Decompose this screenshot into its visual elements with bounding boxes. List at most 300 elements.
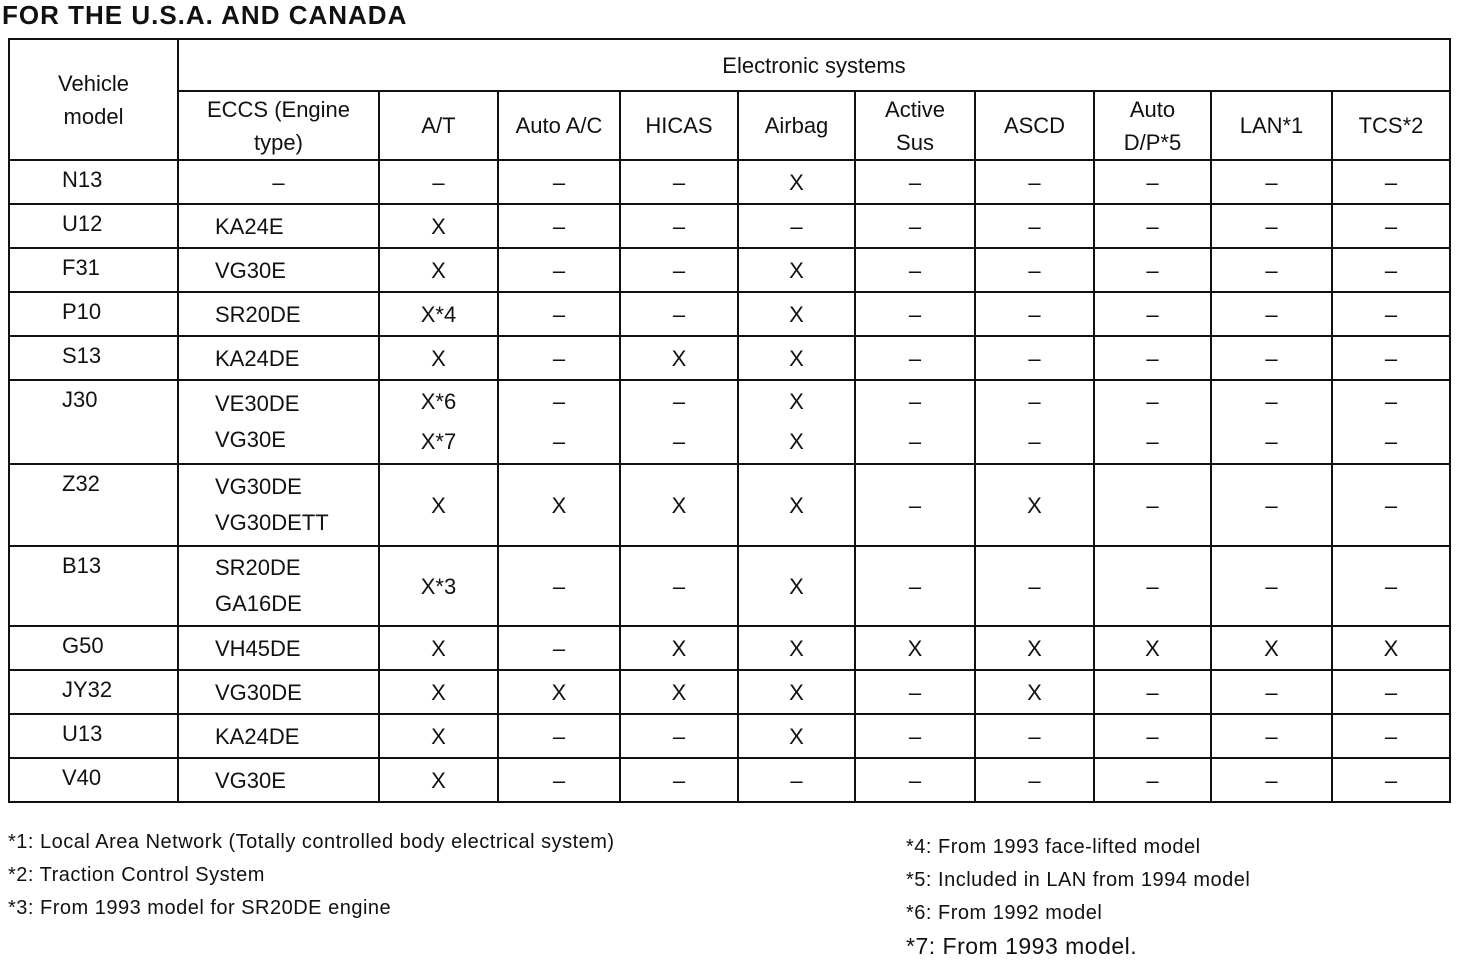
system-mark: – <box>1146 301 1159 327</box>
system-cell <box>855 292 975 336</box>
system-cell <box>975 248 1094 292</box>
engine-type: VG30E <box>215 427 286 452</box>
column-header-row <box>9 91 1450 160</box>
footnotes-left <box>8 826 615 925</box>
system-cell <box>498 380 620 464</box>
system-mark: X <box>789 492 804 518</box>
system-mark: – <box>1028 429 1041 454</box>
system-mark: – <box>908 345 922 371</box>
system-cell <box>975 204 1094 248</box>
system-cell <box>1211 714 1332 758</box>
vehicle-model-cell: JY32 <box>9 670 178 714</box>
system-cell <box>738 380 855 464</box>
system-mark: – <box>672 573 686 599</box>
system-mark: – <box>1028 169 1041 195</box>
system-mark: – <box>1265 389 1278 414</box>
engine-type-cell <box>178 380 379 464</box>
system-cell <box>379 292 498 336</box>
engine-type-cell <box>178 714 379 758</box>
system-cell <box>498 248 620 292</box>
system-cell <box>1211 160 1332 204</box>
system-mark: – <box>432 169 445 195</box>
system-mark: X*4 <box>420 301 457 327</box>
engine-type-cell <box>178 464 379 546</box>
system-mark: X <box>789 301 804 327</box>
footnote: *2: Traction Control System <box>8 864 265 886</box>
footnote: *1: Local Area Network (Totally controlled body electrical system) <box>8 831 615 853</box>
system-cell <box>738 670 855 714</box>
system-cell <box>738 204 855 248</box>
system-mark: – <box>908 767 922 793</box>
system-mark: X*3 <box>420 573 457 599</box>
system-mark: – <box>1028 573 1041 599</box>
system-mark: X <box>1027 679 1042 705</box>
system-mark: X <box>431 213 446 239</box>
system-cell <box>975 160 1094 204</box>
system-cell <box>498 626 620 670</box>
system-mark: – <box>1028 389 1041 414</box>
vehicle-model-cell: U13 <box>9 714 178 758</box>
system-mark: X <box>1264 635 1279 661</box>
table-row <box>9 626 1450 670</box>
vehicle-model-cell: N13 <box>9 160 178 204</box>
system-cell <box>1094 670 1211 714</box>
table-row <box>9 714 1450 758</box>
system-mark: – <box>908 492 922 518</box>
system-cell <box>379 546 498 626</box>
system-cell <box>379 670 498 714</box>
system-mark: – <box>552 573 566 599</box>
system-mark: – <box>1146 429 1159 454</box>
system-mark: – <box>908 169 922 195</box>
system-cell <box>498 336 620 380</box>
engine-type-cell <box>178 758 379 802</box>
system-mark: – <box>1028 345 1041 371</box>
vehicle-model-cell: J30 <box>9 380 178 464</box>
system-mark: – <box>908 301 922 327</box>
system-mark: – <box>1384 257 1398 283</box>
system-mark: – <box>908 679 922 705</box>
system-cell <box>1332 160 1450 204</box>
system-mark: – <box>1384 301 1398 327</box>
system-mark: – <box>1384 767 1398 793</box>
engine-type: KA24DE <box>215 723 300 749</box>
system-mark: X <box>431 723 446 749</box>
table-row <box>9 546 1450 626</box>
system-mark: X <box>431 345 446 371</box>
system-cell <box>975 758 1094 802</box>
system-cell <box>855 336 975 380</box>
system-cell <box>975 670 1094 714</box>
system-cell <box>620 380 738 464</box>
system-cell <box>1094 714 1211 758</box>
system-mark: X <box>551 679 567 705</box>
system-mark: – <box>672 723 686 749</box>
system-cell <box>1211 758 1332 802</box>
system-mark: X <box>789 169 804 195</box>
system-mark: – <box>1265 345 1278 371</box>
system-cell <box>1211 204 1332 248</box>
engine-type-cell <box>178 292 379 336</box>
engine-type: – <box>272 169 285 195</box>
system-mark: – <box>552 767 566 793</box>
system-cell <box>1094 626 1211 670</box>
system-mark: – <box>1384 492 1398 518</box>
system-cell <box>738 292 855 336</box>
system-cell <box>1211 380 1332 464</box>
vehicle-model-cell: Z32 <box>9 464 178 546</box>
system-mark: – <box>672 767 686 793</box>
system-mark: X <box>1027 492 1042 518</box>
system-mark: – <box>1146 213 1159 239</box>
system-mark: – <box>1384 345 1398 371</box>
engine-type: SR20DE <box>215 301 301 327</box>
engine-type-cell <box>178 670 379 714</box>
system-mark: – <box>908 573 922 599</box>
system-cell <box>498 546 620 626</box>
system-mark: X <box>907 635 923 661</box>
system-mark: X <box>431 635 446 661</box>
system-cell <box>379 464 498 546</box>
system-mark: X <box>671 635 687 661</box>
system-mark: – <box>908 257 922 283</box>
system-cell <box>498 714 620 758</box>
system-mark: X <box>671 679 687 705</box>
system-mark: – <box>1384 679 1398 705</box>
system-mark: – <box>552 257 566 283</box>
system-cell <box>855 626 975 670</box>
system-cell <box>1094 292 1211 336</box>
system-mark: X <box>789 257 804 283</box>
table-row <box>9 336 1450 380</box>
system-cell <box>738 546 855 626</box>
system-cell <box>738 248 855 292</box>
column-header: ECCS (Engine type) <box>178 91 379 160</box>
system-mark: X <box>789 429 804 454</box>
vehicle-model-cell: U12 <box>9 204 178 248</box>
system-mark: X <box>789 635 804 661</box>
system-cell <box>1332 670 1450 714</box>
system-cell <box>498 204 620 248</box>
system-mark: – <box>1265 213 1278 239</box>
column-header: Active Sus <box>855 91 975 160</box>
system-cell <box>1094 758 1211 802</box>
system-cell <box>738 336 855 380</box>
system-mark: – <box>552 389 566 414</box>
system-cell <box>855 670 975 714</box>
system-cell <box>1211 336 1332 380</box>
system-cell <box>620 670 738 714</box>
system-mark: – <box>1028 723 1041 749</box>
system-cell <box>620 714 738 758</box>
system-mark: – <box>1028 257 1041 283</box>
system-mark: – <box>672 169 686 195</box>
system-mark: – <box>552 301 566 327</box>
system-cell <box>855 248 975 292</box>
system-cell <box>1332 380 1450 464</box>
engine-type: VG30DETT <box>215 510 329 535</box>
vehicle-model-cell: S13 <box>9 336 178 380</box>
system-mark: – <box>1384 573 1398 599</box>
system-mark: – <box>1146 573 1159 599</box>
engine-type: KA24E <box>215 213 284 239</box>
column-header: Auto A/C <box>498 91 620 160</box>
system-cell <box>1211 464 1332 546</box>
system-cell <box>620 336 738 380</box>
system-mark: X <box>1027 635 1042 661</box>
system-cell <box>620 758 738 802</box>
system-cell <box>379 626 498 670</box>
system-cell <box>1094 336 1211 380</box>
system-cell <box>620 626 738 670</box>
system-cell <box>1094 248 1211 292</box>
system-mark: X <box>1383 635 1399 661</box>
system-mark: – <box>1265 492 1278 518</box>
system-mark: – <box>672 257 686 283</box>
engine-type-cell <box>178 160 379 204</box>
system-cell <box>1094 380 1211 464</box>
system-cell <box>855 464 975 546</box>
system-cell <box>620 248 738 292</box>
system-mark: – <box>1384 389 1398 414</box>
system-mark: – <box>1265 767 1278 793</box>
system-cell <box>855 546 975 626</box>
system-cell <box>1211 626 1332 670</box>
engine-type: VG30DE <box>215 474 302 499</box>
system-mark: – <box>1384 213 1398 239</box>
system-mark: – <box>1384 429 1398 454</box>
system-cell <box>855 714 975 758</box>
system-cell <box>738 714 855 758</box>
system-cell <box>855 204 975 248</box>
engine-type: VG30DE <box>215 679 302 705</box>
system-mark: X <box>551 492 567 518</box>
system-mark: – <box>1265 573 1278 599</box>
system-mark: – <box>1265 301 1278 327</box>
system-mark: – <box>552 635 566 661</box>
system-cell <box>379 160 498 204</box>
system-cell <box>1332 336 1450 380</box>
vehicle-model-cell: F31 <box>9 248 178 292</box>
system-cell <box>379 714 498 758</box>
table-row <box>9 670 1450 714</box>
system-mark: – <box>672 389 686 414</box>
system-mark: – <box>908 213 922 239</box>
system-mark: – <box>552 169 566 195</box>
footnote: *7: From 1993 model. <box>906 933 1138 959</box>
vehicle-model-cell: G50 <box>9 626 178 670</box>
system-cell <box>1211 248 1332 292</box>
system-cell <box>975 626 1094 670</box>
engine-type-cell <box>178 204 379 248</box>
engine-type-cell <box>178 248 379 292</box>
column-header: TCS*2 <box>1332 91 1450 160</box>
system-mark: – <box>672 429 686 454</box>
system-mark: X <box>431 257 446 283</box>
system-cell <box>1332 464 1450 546</box>
system-mark: – <box>1146 767 1159 793</box>
system-mark: – <box>1146 492 1159 518</box>
engine-type: GA16DE <box>215 591 302 616</box>
system-cell <box>855 160 975 204</box>
system-mark: – <box>1384 723 1398 749</box>
system-mark: – <box>552 429 566 454</box>
page-heading: FOR THE U.S.A. AND CANADA <box>2 0 408 30</box>
vehicle-model-cell: B13 <box>9 546 178 626</box>
system-cell <box>498 758 620 802</box>
system-mark: – <box>1028 767 1041 793</box>
system-cell <box>620 464 738 546</box>
system-cell <box>498 670 620 714</box>
system-mark: X <box>789 679 804 705</box>
system-cell <box>379 380 498 464</box>
system-cell <box>1211 292 1332 336</box>
engine-type-cell <box>178 336 379 380</box>
system-mark: – <box>908 389 922 414</box>
system-mark: X*6 <box>420 389 457 414</box>
system-cell <box>379 758 498 802</box>
system-mark: – <box>1265 169 1278 195</box>
system-mark: – <box>1384 169 1398 195</box>
table-row <box>9 758 1450 802</box>
system-cell <box>620 292 738 336</box>
system-mark: – <box>1146 723 1159 749</box>
system-cell <box>620 204 738 248</box>
system-cell <box>620 546 738 626</box>
column-header: HICAS <box>620 91 738 160</box>
system-cell <box>975 336 1094 380</box>
system-mark: – <box>552 723 566 749</box>
system-cell <box>498 464 620 546</box>
table-row <box>9 204 1450 248</box>
system-cell <box>1332 292 1450 336</box>
system-cell <box>498 160 620 204</box>
system-cell <box>975 714 1094 758</box>
system-mark: – <box>672 213 686 239</box>
system-mark: X <box>789 573 804 599</box>
system-cell <box>1094 464 1211 546</box>
system-mark: – <box>1146 389 1159 414</box>
system-mark: – <box>790 213 803 239</box>
engine-type: VG30E <box>215 767 286 793</box>
system-cell <box>738 626 855 670</box>
system-cell <box>1332 204 1450 248</box>
system-cell <box>1332 758 1450 802</box>
system-mark: X <box>1145 635 1160 661</box>
system-mark: – <box>1146 169 1159 195</box>
engine-type: VG30E <box>215 257 286 283</box>
system-mark: X <box>431 492 446 518</box>
footnote: *4: From 1993 face-lifted model <box>906 836 1201 858</box>
vehicle-model-cell: P10 <box>9 292 178 336</box>
system-mark: – <box>1265 679 1278 705</box>
table-row <box>9 160 1450 204</box>
system-mark: – <box>1146 257 1159 283</box>
system-mark: X <box>671 345 687 371</box>
system-mark: – <box>552 213 566 239</box>
system-cell <box>1094 204 1211 248</box>
footnote: *6: From 1992 model <box>906 902 1103 924</box>
system-mark: X <box>431 679 446 705</box>
vehicle-model-cell: V40 <box>9 758 178 802</box>
column-header: A/T <box>379 91 498 160</box>
system-mark: – <box>1028 213 1041 239</box>
system-cell <box>1332 546 1450 626</box>
system-cell <box>975 380 1094 464</box>
system-cell <box>855 380 975 464</box>
system-mark: – <box>1146 679 1159 705</box>
table-row <box>9 380 1450 464</box>
system-cell <box>379 248 498 292</box>
system-mark: X*7 <box>420 429 457 454</box>
table-row <box>9 464 1450 546</box>
engine-type: VH45DE <box>215 635 301 661</box>
engine-type: KA24DE <box>215 345 300 371</box>
system-mark: – <box>908 429 922 454</box>
system-cell <box>855 758 975 802</box>
system-mark: – <box>790 767 803 793</box>
system-mark: – <box>1265 257 1278 283</box>
system-cell <box>975 464 1094 546</box>
system-cell <box>379 336 498 380</box>
vehicle-model-header: Vehicle model <box>9 39 178 160</box>
system-cell <box>498 292 620 336</box>
system-cell <box>975 292 1094 336</box>
system-mark: X <box>789 345 804 371</box>
table-row <box>9 292 1450 336</box>
column-header: ASCD <box>975 91 1094 160</box>
column-header: Airbag <box>738 91 855 160</box>
system-mark: – <box>552 345 566 371</box>
system-cell <box>1211 546 1332 626</box>
system-cell <box>379 204 498 248</box>
system-mark: – <box>1265 723 1278 749</box>
table-body <box>9 160 1450 802</box>
system-mark: X <box>789 389 804 414</box>
system-mark: – <box>908 723 922 749</box>
column-header: Auto D/P*5 <box>1094 91 1211 160</box>
system-cell <box>975 546 1094 626</box>
system-mark: X <box>671 492 687 518</box>
system-cell <box>1211 670 1332 714</box>
system-cell <box>1094 546 1211 626</box>
system-cell <box>738 160 855 204</box>
column-header: LAN*1 <box>1211 91 1332 160</box>
system-cell <box>1332 714 1450 758</box>
system-cell <box>1332 626 1450 670</box>
system-mark: X <box>789 723 804 749</box>
system-mark: – <box>1146 345 1159 371</box>
electronic-systems-table <box>8 38 1451 803</box>
table-row <box>9 248 1450 292</box>
system-cell <box>1094 160 1211 204</box>
system-cell <box>738 758 855 802</box>
system-cell <box>620 160 738 204</box>
system-mark: – <box>1265 429 1278 454</box>
engine-type: VE30DE <box>215 391 300 416</box>
footnote: *3: From 1993 model for SR20DE engine <box>8 897 392 919</box>
engine-type-cell <box>178 626 379 670</box>
system-cell <box>738 464 855 546</box>
footnote: *5: Included in LAN from 1994 model <box>906 869 1251 891</box>
system-mark: X <box>431 767 446 793</box>
system-cell <box>1332 248 1450 292</box>
engine-type-cell <box>178 546 379 626</box>
engine-type: SR20DE <box>215 555 301 580</box>
electronic-systems-header: Electronic systems <box>178 39 1450 91</box>
system-mark: – <box>672 301 686 327</box>
footnotes-right <box>906 831 1250 963</box>
